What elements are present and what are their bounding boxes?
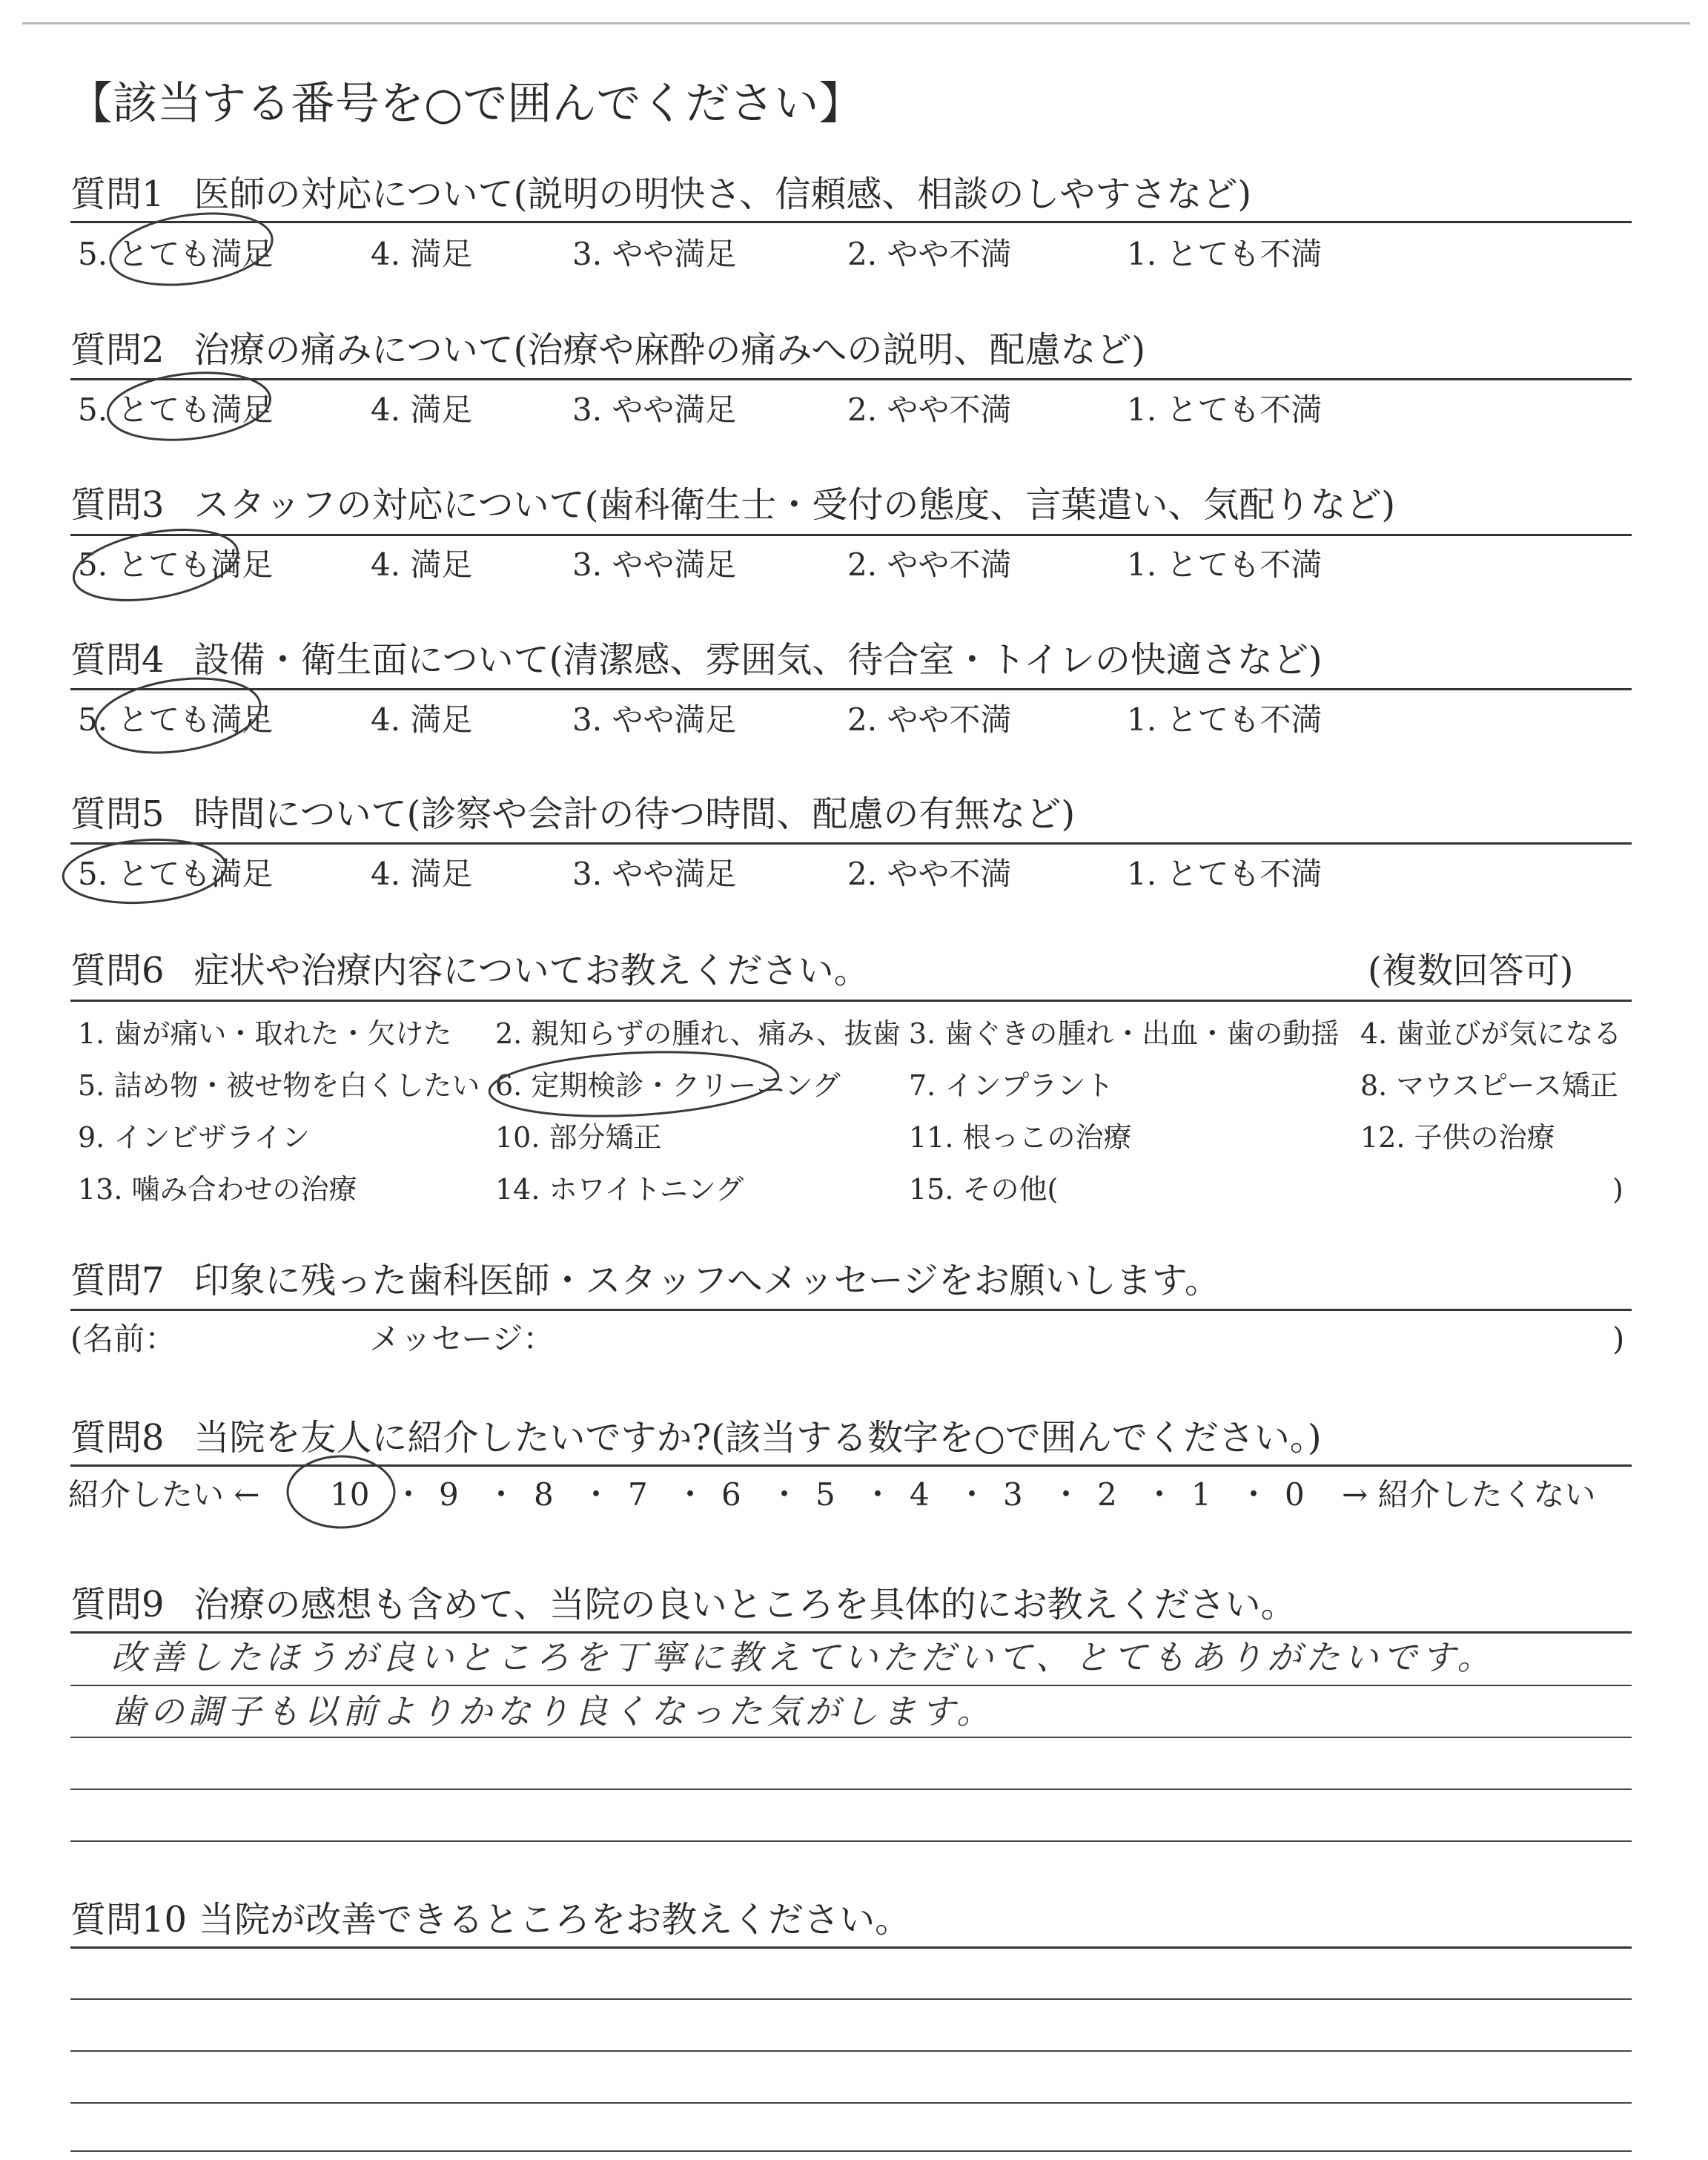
question-1 xyxy=(70,174,1252,215)
q6-item-13[interactable]: 13. 噛み合わせの治療 xyxy=(78,1173,357,1206)
question-10-rule xyxy=(70,1946,1632,1949)
q7-close-paren: ) xyxy=(1612,1321,1625,1357)
question-10-label: 質問10 xyxy=(70,1899,188,1941)
question-1-text: 医師の対応について(説明の明快さ、信頼感、相談のしやすさなど) xyxy=(193,174,1252,215)
q8-scale-sep: ・ xyxy=(1144,1476,1176,1513)
q8-scale-sep: ・ xyxy=(769,1476,801,1513)
q8-scale-sep: ・ xyxy=(1050,1476,1082,1513)
question-9 xyxy=(70,1584,1297,1625)
question-4-text: 設備・衛生面について(清潔感、雰囲気、待合室・トイレの快適さなど) xyxy=(193,639,1323,681)
question-5-label: 質問5 xyxy=(70,793,165,835)
question-5 xyxy=(70,793,1076,835)
q8-scale-sep: ・ xyxy=(1238,1476,1270,1513)
question-4-label: 質問4 xyxy=(70,639,165,681)
question-7 xyxy=(70,1260,1220,1301)
q7-name-label: (名前： xyxy=(70,1321,176,1357)
question-2-text: 治療の痛みについて(治療や麻酔の痛みへの説明、配慮など) xyxy=(193,329,1146,371)
q5-option-5[interactable]: 5. とても満足 xyxy=(78,856,274,892)
question-6-text: 症状や治療内容についてお教えください。 xyxy=(193,950,870,991)
q8-scale-2[interactable]: 2 xyxy=(1097,1476,1117,1513)
q10-answer-line xyxy=(70,2102,1632,2104)
q10-answer-line xyxy=(70,2050,1632,2052)
q8-scale-10[interactable]: 10 xyxy=(330,1476,370,1513)
q6-item-1[interactable]: 1. 歯が痛い・取れた・欠けた xyxy=(78,1017,452,1050)
question-7-rule xyxy=(70,1309,1632,1311)
q5-option-4[interactable]: 4. 満足 xyxy=(371,856,473,892)
question-6-label: 質問6 xyxy=(70,950,165,991)
question-8-text: 当院を友人に紹介したいですか?(該当する数字を○で囲んでください。) xyxy=(193,1417,1322,1459)
q6-item-12[interactable]: 12. 子供の治療 xyxy=(1360,1121,1555,1154)
q8-scale-sep: ・ xyxy=(675,1476,706,1513)
q9-answer-line xyxy=(70,1737,1632,1738)
q4-option-3[interactable]: 3. やや満足 xyxy=(572,701,737,738)
q6-item-9[interactable]: 9. インビザライン xyxy=(78,1121,311,1154)
question-5-rule xyxy=(70,842,1632,845)
q9-handwritten-answer-line-2: 歯の調子も以前よりかなり良くなった気がします。 xyxy=(111,1691,996,1731)
q4-option-4[interactable]: 4. 満足 xyxy=(371,701,473,738)
q6-item-10[interactable]: 10. 部分矯正 xyxy=(495,1121,662,1154)
form-title: 【該当する番号を○で囲んでください】 xyxy=(68,78,864,130)
q9-handwritten-answer-line-1: 改善したほうが良いところを丁寧に教えていただいて、とてもありがたいです。 xyxy=(111,1637,1496,1677)
question-6 xyxy=(70,950,870,991)
q5-option-3[interactable]: 3. やや満足 xyxy=(572,856,737,892)
q1-option-3[interactable]: 3. やや満足 xyxy=(572,236,737,272)
q8-scale-6[interactable]: 6 xyxy=(721,1476,741,1513)
question-2 xyxy=(70,329,1146,371)
q8-scale-4[interactable]: 4 xyxy=(910,1476,930,1513)
q2-option-2[interactable]: 2. やや不満 xyxy=(847,392,1012,428)
q9-answer-line xyxy=(70,1685,1632,1686)
q4-option-1[interactable]: 1. とても不満 xyxy=(1127,701,1323,738)
q8-scale-8[interactable]: 8 xyxy=(534,1476,554,1513)
q8-right-label: → 紹介したくない xyxy=(1342,1476,1596,1513)
q1-option-1[interactable]: 1. とても不満 xyxy=(1127,236,1323,272)
q8-scale-3[interactable]: 3 xyxy=(1003,1476,1023,1513)
q6-item-3[interactable]: 3. 歯ぐきの腫れ・出血・歯の動揺 xyxy=(909,1017,1340,1050)
q7-message-label: メッセージ： xyxy=(369,1321,555,1357)
q3-option-1[interactable]: 1. とても不満 xyxy=(1127,546,1323,583)
q6-item-8[interactable]: 8. マウスピース矯正 xyxy=(1360,1069,1618,1102)
question-3-label: 質問3 xyxy=(70,484,165,526)
question-9-text: 治療の感想も含めて、当院の良いところを具体的にお教えください。 xyxy=(193,1584,1297,1625)
q8-scale-sep: ・ xyxy=(862,1476,894,1513)
q5-option-1[interactable]: 1. とても不満 xyxy=(1127,856,1323,892)
question-9-rule xyxy=(70,1631,1632,1634)
q2-option-1[interactable]: 1. とても不満 xyxy=(1127,392,1323,428)
q3-option-3[interactable]: 3. やや満足 xyxy=(572,546,737,583)
q1-option-4[interactable]: 4. 満足 xyxy=(371,236,473,272)
q6-item-5[interactable]: 5. 詰め物・被せ物を白くしたい xyxy=(78,1069,480,1102)
q3-option-2[interactable]: 2. やや不満 xyxy=(847,546,1012,583)
q1-option-2[interactable]: 2. やや不満 xyxy=(847,236,1012,272)
q6-item-6[interactable]: 6. 定期検診・クリーニング xyxy=(495,1069,841,1102)
q8-scale-0[interactable]: 0 xyxy=(1285,1476,1305,1513)
q1-option-5[interactable]: 5. とても満足 xyxy=(78,236,274,272)
question-5-text: 時間について(診察や会計の待つ時間、配慮の有無など) xyxy=(193,793,1076,835)
q2-option-5[interactable]: 5. とても満足 xyxy=(78,392,274,428)
q8-scale-1[interactable]: 1 xyxy=(1191,1476,1211,1513)
question-7-label: 質問7 xyxy=(70,1260,165,1301)
q2-option-3[interactable]: 3. やや満足 xyxy=(572,392,737,428)
q8-scale-7[interactable]: 7 xyxy=(628,1476,648,1513)
q9-answer-line xyxy=(70,1840,1632,1842)
q8-scale-sep: ・ xyxy=(393,1476,425,1513)
question-10 xyxy=(70,1899,911,1941)
q6-item-2[interactable]: 2. 親知らずの腫れ、痛み、抜歯 xyxy=(495,1017,901,1050)
scan-top-edge xyxy=(22,22,1690,24)
q4-option-5[interactable]: 5. とても満足 xyxy=(78,701,274,738)
question-9-label: 質問9 xyxy=(70,1584,165,1625)
q6-item-14[interactable]: 14. ホワイトニング xyxy=(495,1173,744,1206)
question-8 xyxy=(70,1417,1322,1459)
question-6-rule xyxy=(70,1000,1632,1002)
q10-answer-line xyxy=(70,1998,1632,2000)
q2-option-4[interactable]: 4. 満足 xyxy=(371,392,473,428)
question-8-label: 質問8 xyxy=(70,1417,165,1459)
q8-scale-9[interactable]: 9 xyxy=(439,1476,459,1513)
q6-item-11[interactable]: 11. 根っこの治療 xyxy=(909,1121,1132,1154)
q4-option-2[interactable]: 2. やや不満 xyxy=(847,701,1012,738)
q3-option-5[interactable]: 5. とても満足 xyxy=(78,546,274,583)
question-6-note: (複数回答可) xyxy=(1368,950,1574,991)
q6-item-15-close: ) xyxy=(1612,1173,1623,1206)
q8-scale-5[interactable]: 5 xyxy=(815,1476,835,1513)
q8-scale-sep: ・ xyxy=(580,1476,612,1513)
q8-left-label: 紹介したい ← xyxy=(68,1476,260,1513)
question-4-rule xyxy=(70,688,1632,690)
question-10-text: 当院が改善できるところをお教えください。 xyxy=(199,1899,911,1941)
q10-answer-line xyxy=(70,2150,1632,2152)
question-4 xyxy=(70,639,1323,681)
q5-option-2[interactable]: 2. やや不満 xyxy=(847,856,1012,892)
question-2-rule xyxy=(70,378,1632,380)
q6-item-7[interactable]: 7. インプラント xyxy=(909,1069,1114,1102)
q8-scale-sep: ・ xyxy=(486,1476,517,1513)
q8-scale-sep: ・ xyxy=(956,1476,988,1513)
q6-item-4[interactable]: 4. 歯並びが気になる xyxy=(1360,1017,1622,1050)
q9-answer-line xyxy=(70,1789,1632,1790)
question-3 xyxy=(70,484,1396,526)
question-3-text: スタッフの対応について(歯科衛生士・受付の態度、言葉遣い、気配りなど) xyxy=(193,484,1396,526)
question-7-text: 印象に残った歯科医師・スタッフへメッセージをお願いします。 xyxy=(193,1260,1220,1301)
q6-item-15[interactable]: 15. その他( xyxy=(909,1173,1059,1206)
question-8-rule xyxy=(70,1464,1632,1467)
question-1-label: 質問1 xyxy=(70,174,165,215)
q3-option-4[interactable]: 4. 満足 xyxy=(371,546,473,583)
question-1-rule xyxy=(70,221,1632,223)
question-2-label: 質問2 xyxy=(70,329,165,371)
question-3-rule xyxy=(70,534,1632,536)
